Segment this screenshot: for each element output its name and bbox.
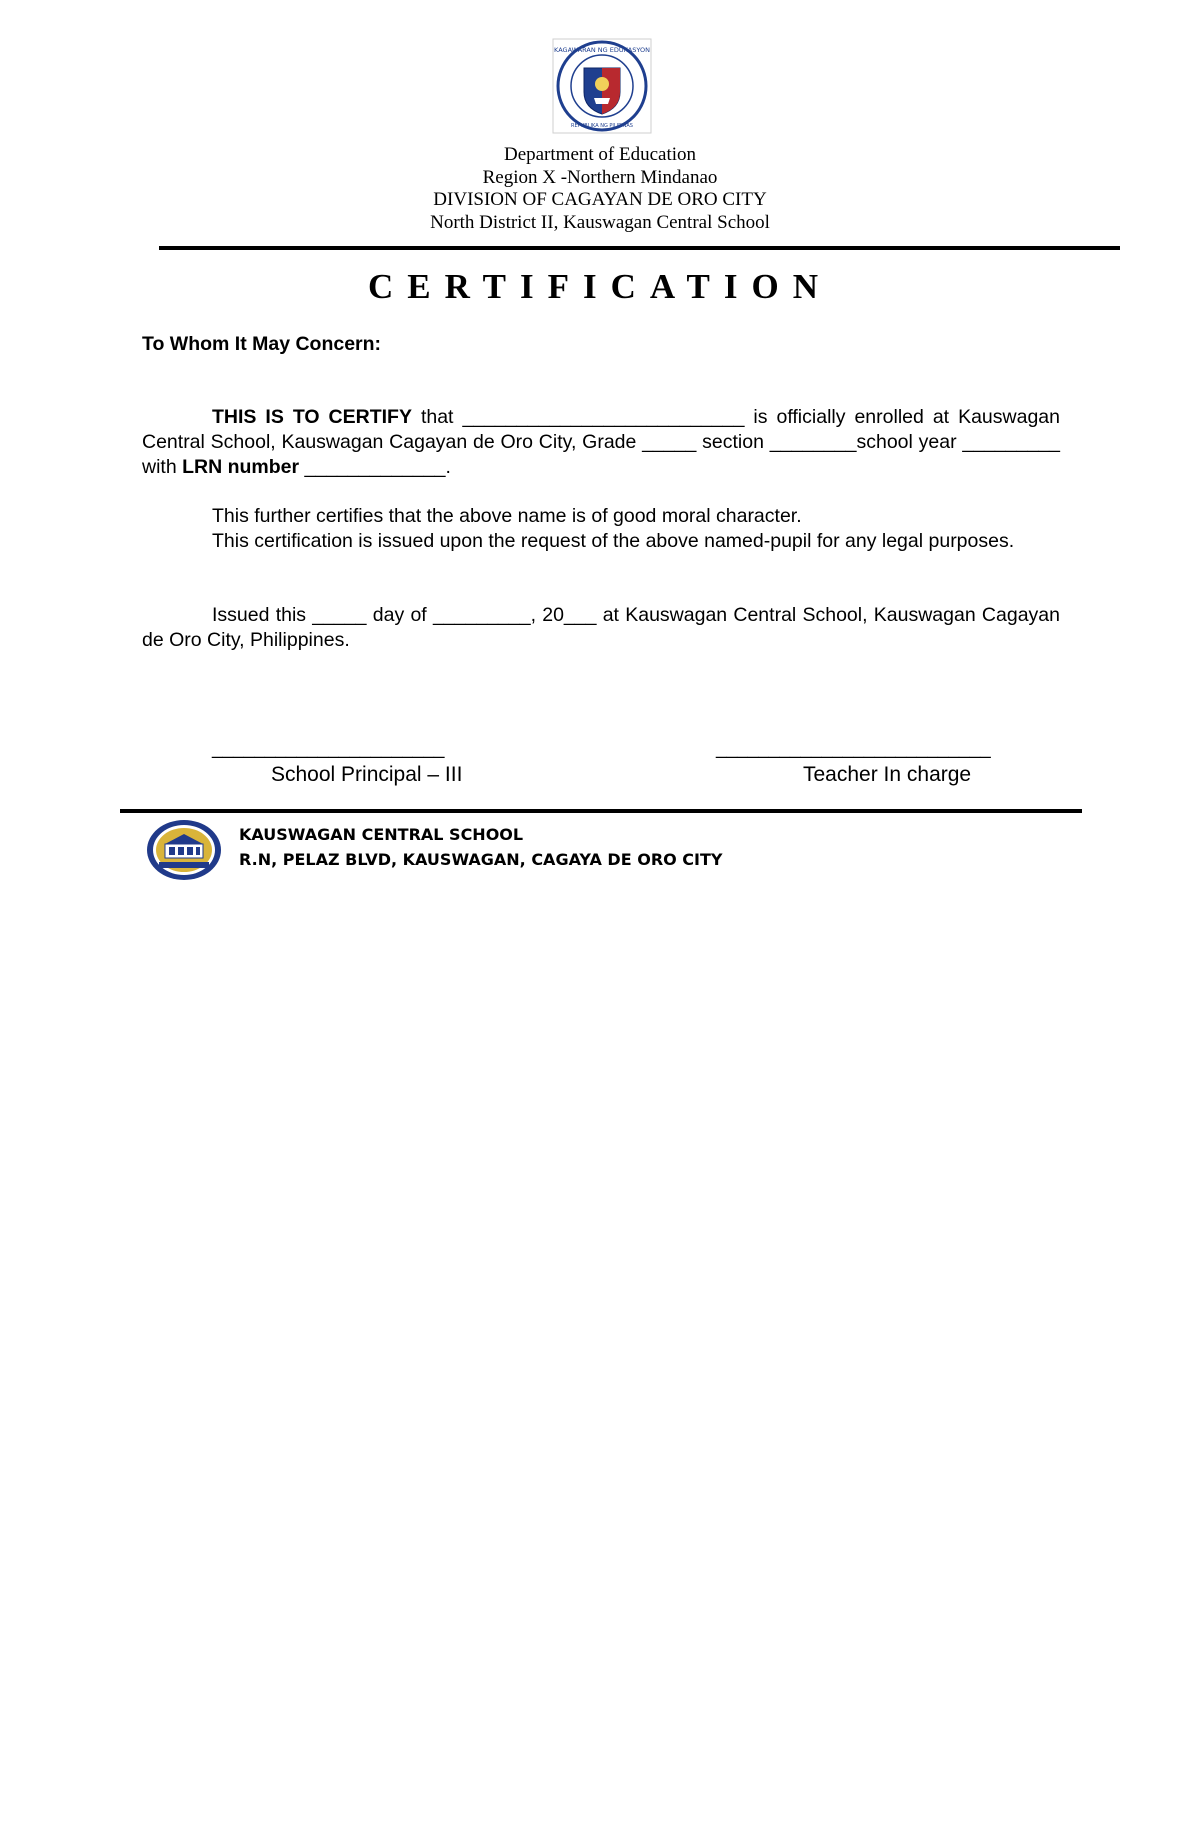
lrn-label: LRN number xyxy=(182,456,300,478)
school-logo-icon xyxy=(145,818,223,882)
header-division: DIVISION OF CAGAYAN DE ORO CITY xyxy=(433,189,767,210)
letterhead xyxy=(0,144,1200,234)
seal-top-text: KAGAWARAN NG EDUKASYON xyxy=(554,46,650,54)
request-line: This certification is issued upon the request of the above named-pupil for any legal purposes. xyxy=(212,530,1015,552)
character-paragraph xyxy=(142,504,1060,554)
certify-text-b: _____________. xyxy=(299,456,451,478)
school-name: KAUSWAGAN CENTRAL SCHOOL xyxy=(239,825,524,844)
good-moral-line: This further certifies that the above name is of good moral character. xyxy=(212,505,802,527)
document-title: CERTIFICATION xyxy=(367,267,833,306)
school-address: R.N, PELAZ BLVD, KAUSWAGAN, CAGAYA DE ORO CITY xyxy=(239,850,723,869)
header-divider xyxy=(159,246,1120,250)
deped-seal-icon xyxy=(552,38,652,134)
header-region: Region X -Northern Mindanao xyxy=(482,166,718,188)
header-district: North District II, Kauswagan Central School xyxy=(430,211,770,233)
seal-bottom-text: REPUBLIKA NG PILIPINAS xyxy=(571,123,633,129)
teacher-signature-label: Teacher In charge xyxy=(803,763,972,786)
footer-divider xyxy=(120,809,1082,813)
certify-text-a: that __________________________ is officially enrolled at Kauswagan Central School, Kauswagan Cagayan de Oro City, Grade _____ section ________school year _________ with xyxy=(142,406,1060,478)
certify-lead: THIS IS TO CERTIFY xyxy=(212,406,412,428)
principal-signature-label: School Principal – III xyxy=(271,763,463,786)
school-footer xyxy=(239,822,723,872)
teacher-signature-line: __________________________ xyxy=(716,738,991,759)
issued-paragraph: Issued this _____ day of _________, 20___ at Kauswagan Central School, Kauswagan Cagayan de Oro City, Philippines. xyxy=(142,604,1060,651)
salutation: To Whom It May Concern: xyxy=(142,333,382,355)
principal-signature-line: ______________________ xyxy=(212,738,445,759)
header-department: Department of Education xyxy=(503,144,697,165)
certify-paragraph xyxy=(142,405,1060,480)
